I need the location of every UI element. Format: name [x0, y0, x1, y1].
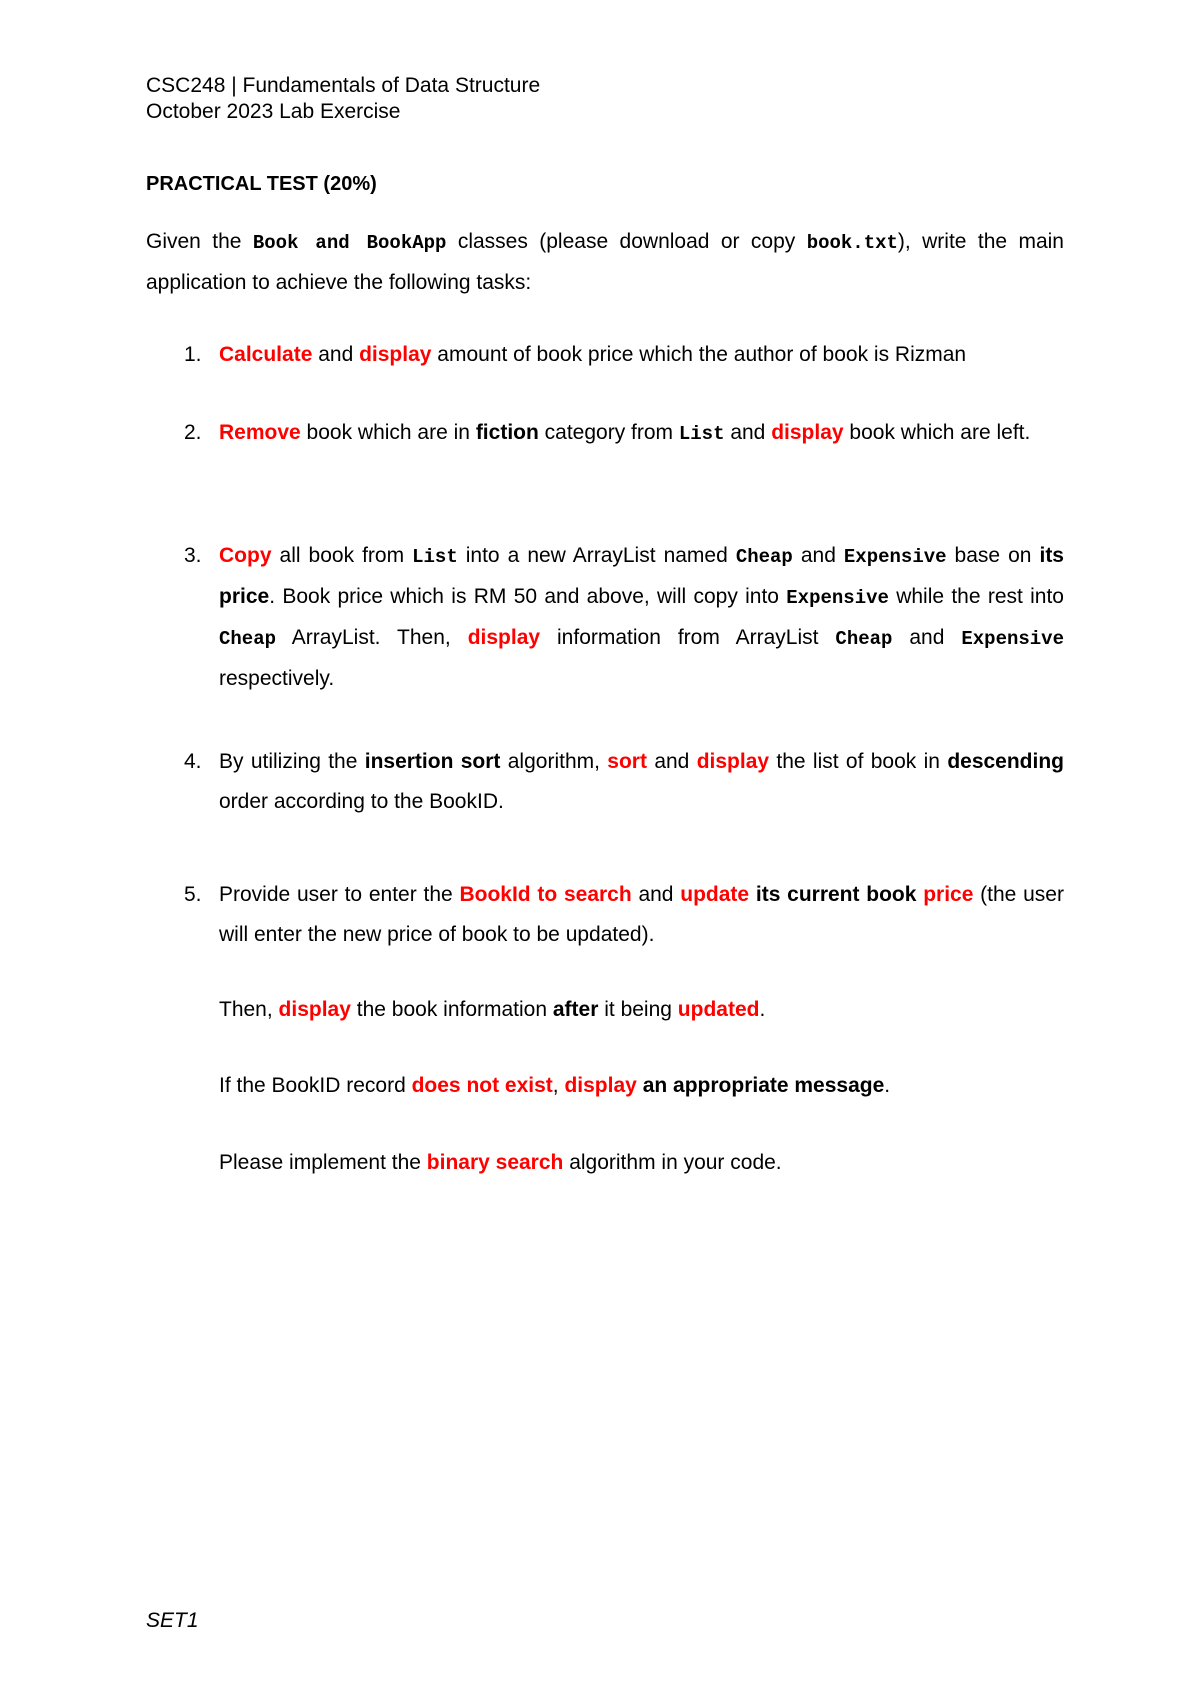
task5-ifnot-paragraph — [219, 1066, 1064, 1106]
task-fragment: and — [724, 421, 772, 444]
emphasis-bold: an appropriate message — [642, 1074, 885, 1097]
task-text — [219, 742, 1064, 822]
task-fragment: and — [646, 750, 697, 773]
task-fragment: (the user will enter the new price of book to be updated). — [219, 883, 1064, 946]
code-term: Expensive — [786, 587, 889, 609]
task-text — [219, 335, 1064, 375]
emphasis-red: display — [467, 626, 541, 649]
intro-code-classes: Book and BookApp — [252, 232, 447, 254]
intro-text: ), write the main application to achieve the following tasks: — [146, 230, 1064, 294]
emphasis-red: Calculate — [219, 343, 313, 366]
emphasis-red: binary search — [426, 1151, 564, 1174]
emphasis-bold: fiction — [475, 421, 539, 444]
task-number: 4. — [184, 750, 202, 773]
emphasis-bold: after — [552, 998, 599, 1021]
session-title: October 2023 Lab Exercise — [146, 100, 401, 123]
code-term: Cheap — [835, 628, 893, 650]
emphasis-red: Copy — [219, 544, 272, 567]
task-fragment: and — [792, 544, 844, 567]
emphasis-red: update — [680, 883, 750, 906]
task-text — [219, 536, 1064, 699]
task-fragment: the book information — [350, 998, 553, 1021]
task-fragment: base on — [946, 544, 1040, 567]
footer-set-label: SET1 — [146, 1609, 199, 1632]
task-fragment: Then, — [219, 998, 279, 1021]
task-fragment: algorithm in your code. — [563, 1151, 782, 1174]
task-fragment: amount of book price which the author of book is Rizman — [431, 343, 967, 366]
intro-paragraph — [146, 222, 1064, 303]
task-fragment: all book from — [271, 544, 413, 567]
emphasis-bold: its price — [219, 544, 1064, 608]
code-term: List — [678, 423, 725, 445]
emphasis-red: display — [359, 343, 432, 366]
task-fragment: information from ArrayList — [540, 626, 836, 649]
emphasis-red: does not exist — [411, 1074, 553, 1097]
task-fragment: , — [552, 1074, 565, 1097]
task-number: 5. — [184, 883, 202, 906]
emphasis-red: display — [278, 998, 351, 1021]
task-number: 1. — [184, 343, 202, 366]
emphasis-red: Remove — [219, 421, 301, 444]
task-fragment: and — [892, 626, 962, 649]
task-fragment: into a new ArrayList named — [457, 544, 736, 567]
code-term: Expensive — [843, 546, 947, 568]
intro-text: Given the — [146, 230, 253, 253]
page-title: PRACTICAL TEST (20%) — [146, 173, 377, 195]
code-term: Cheap — [219, 628, 277, 650]
task-fragment: . — [884, 1074, 891, 1097]
intro-text: classes (please download or copy — [446, 230, 807, 253]
emphasis-red: sort — [607, 750, 647, 773]
task-fragment: book which are left. — [843, 421, 1031, 444]
task-fragment: Please implement the — [219, 1151, 427, 1174]
task-fragment: while the rest into — [888, 585, 1064, 608]
emphasis-red: display — [564, 1074, 637, 1097]
task-fragment: If the BookID record — [219, 1074, 412, 1097]
emphasis-red: price — [923, 883, 974, 906]
emphasis-red: BookId to search — [459, 883, 632, 906]
task-number: 2. — [184, 421, 202, 444]
task-fragment: . — [759, 998, 766, 1021]
task-fragment — [749, 883, 756, 906]
code-term: List — [412, 546, 458, 568]
emphasis-red: display — [771, 421, 844, 444]
task-fragment: and — [312, 343, 360, 366]
task-text — [219, 875, 1064, 955]
code-term: Cheap — [735, 546, 793, 568]
task-fragment: it being — [598, 998, 678, 1021]
task5-then-paragraph — [219, 990, 1064, 1030]
task-fragment: respectively. — [219, 667, 335, 690]
task5-please-paragraph — [219, 1143, 1064, 1183]
task-number: 3. — [184, 544, 202, 567]
emphasis-red: updated — [677, 998, 760, 1021]
task-fragment: algorithm, — [500, 750, 608, 773]
task-fragment: ArrayList. Then, — [276, 626, 468, 649]
emphasis-bold: its current book — [755, 883, 917, 906]
document-header — [146, 73, 540, 125]
task-text — [219, 413, 1064, 454]
emphasis-red: display — [696, 750, 770, 773]
task-fragment: the list of book in — [769, 750, 948, 773]
task-fragment: Provide user to enter the — [219, 883, 460, 906]
task-fragment: book which are in — [300, 421, 476, 444]
task-fragment: category from — [538, 421, 679, 444]
task-fragment: order according to the BookID. — [219, 790, 504, 813]
emphasis-bold: descending — [947, 750, 1065, 773]
course-title: CSC248 | Fundamentals of Data Structure — [146, 74, 541, 97]
code-term: Expensive — [961, 628, 1064, 650]
task-fragment: By utilizing the — [219, 750, 365, 773]
intro-code-file: book.txt — [806, 232, 898, 254]
emphasis-bold: insertion sort — [364, 750, 501, 773]
task-fragment: and — [631, 883, 681, 906]
task-fragment: . Book price which is RM 50 and above, will copy into — [269, 585, 787, 608]
